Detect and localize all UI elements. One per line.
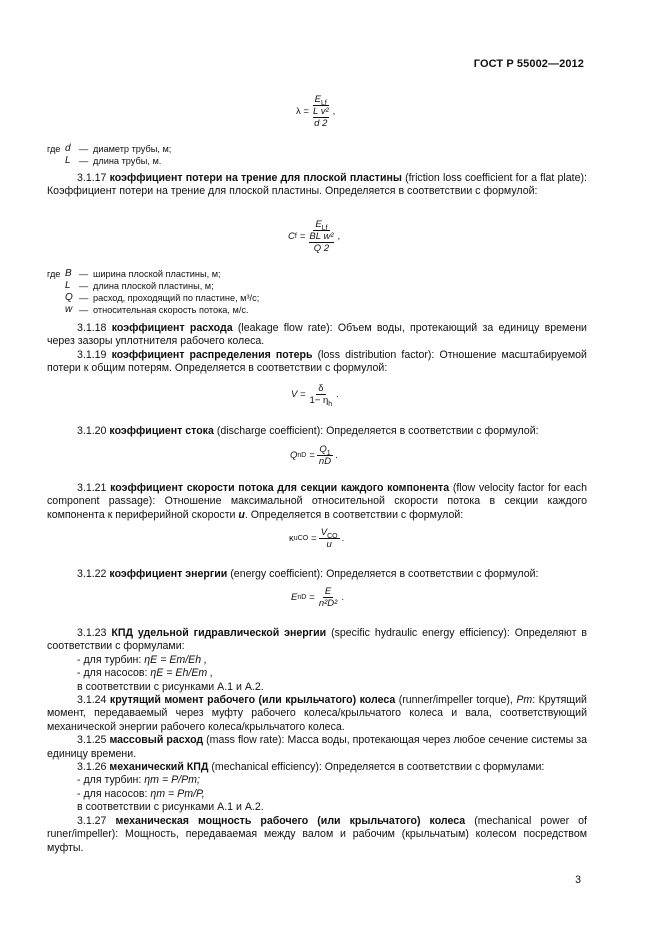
section-body: (leakage flow rate): Объем воды, протекающий за единицу времени через зазоры уплотнителя рабочего колеса. xyxy=(47,322,587,348)
fraction-numerator: E xyxy=(324,586,332,597)
formula-fraction xyxy=(311,94,331,129)
formula-v xyxy=(291,383,339,406)
denominator-bottom: Q 2 xyxy=(313,243,330,254)
legend-text: длина плоской пластины, м; xyxy=(93,281,214,291)
section-body: (flow velocity factor for each component passage): Отношение максимальной относительной скорости потока в секции каждого компонента к периферийной скорости xyxy=(47,482,587,521)
formula-lhs: λ = xyxy=(296,105,309,117)
section-3-1-23 xyxy=(47,627,587,654)
figure-reference: в соответствии с рисунками А.1 и А.2. xyxy=(77,801,264,814)
numerator-subscript: CO xyxy=(327,532,338,540)
turbine-formula: ηE = Em/Eh , xyxy=(144,653,207,666)
section-body: (discharge coefficient): Определяется в соответствии с формулой: xyxy=(216,425,539,437)
legend-dash: — xyxy=(79,156,89,166)
legend-dash: — xyxy=(79,144,89,154)
legend-row xyxy=(47,280,587,292)
section-term: коэффициент распределения потерь xyxy=(111,348,313,361)
formula-lhs: C xyxy=(288,230,295,242)
section-3-1-19 xyxy=(47,349,587,376)
section-3-1-25 xyxy=(47,734,587,761)
section-number: 3.1.25 xyxy=(77,734,107,747)
section-3-1-21 xyxy=(47,482,587,522)
numerator-symbol: Q xyxy=(319,444,327,455)
pump-formula: ηE = Eh/Em , xyxy=(150,667,214,680)
section-body: (mass flow rate): Масса воды, протекающая через любое сечение системы за единицу времени. xyxy=(47,734,587,760)
formula-tail: , xyxy=(337,230,341,242)
formula-equals: = xyxy=(309,591,315,603)
page-number: 3 xyxy=(575,874,581,886)
section-body: (energy coefficient): Определяется в соответствии с формулой: xyxy=(230,568,539,580)
pump-formula: ηm = Pm/P, xyxy=(150,787,205,800)
legend-dash: — xyxy=(79,281,89,291)
section-body-end: : Крутящий момент, передаваемый через муфту рабочего колеса/крыльчатого колеса и вала, соответствующий механической энергии рабочего колеса/крыльчатого колеса. xyxy=(47,694,587,733)
legend-text: длина трубы, м. xyxy=(93,156,162,166)
section-3-1-20 xyxy=(47,425,587,438)
fraction-numerator xyxy=(317,444,332,456)
formula-tail: , xyxy=(332,105,336,117)
section-term: крутящий момент рабочего (или крыльчатого) колеса xyxy=(109,694,396,707)
section-symbol: Pm xyxy=(516,694,533,707)
legend-symbol: B xyxy=(65,268,72,279)
formula-equals: = xyxy=(309,449,315,461)
section-3-1-17 xyxy=(47,172,587,199)
legend-row xyxy=(47,143,587,155)
section-number: 3.1.21 xyxy=(77,482,107,494)
section-number: 3.1.18 xyxy=(77,322,107,334)
formula-equals: = xyxy=(299,230,306,242)
section-body: (friction loss coefficient for a flat plate): Коэффициент потери на трение для плоской пластины. Определяется в соответствии с формулой: xyxy=(47,172,587,198)
legend-text: относительная скорость потока, м/с. xyxy=(93,305,249,315)
legend-text: расход, проходящий по пластине, м³/с; xyxy=(93,293,260,303)
section-number: 3.1.22 xyxy=(77,568,107,580)
denominator-subscript: h xyxy=(328,400,333,408)
numerator-subscript: Lf xyxy=(321,99,327,107)
formula-fraction xyxy=(307,219,335,254)
legend-plate xyxy=(47,268,587,316)
section-term: КПД удельной гидравлической энергии xyxy=(111,627,327,639)
section-term: массовый расход xyxy=(109,734,204,747)
formula-lhs: V = xyxy=(291,388,306,400)
turbine-formula: ηm = P/Pm; xyxy=(144,774,200,787)
section-number: 3.1.17 xyxy=(77,172,107,184)
section-body: (mechanical efficiency): Определяется в соответствии с формулами: xyxy=(211,761,545,774)
legend-symbol: w xyxy=(65,304,73,315)
section-3-1-26 xyxy=(47,761,587,774)
formula-lhs: Q xyxy=(290,449,298,461)
section-term: коэффициент потери на трение для плоской пластины xyxy=(109,172,402,184)
legend-row xyxy=(47,292,587,304)
numerator-subscript: 1 xyxy=(326,449,331,457)
section-3-1-18 xyxy=(47,322,587,376)
legend-text: диаметр трубы, м; xyxy=(93,144,172,154)
legend-prefix xyxy=(47,155,65,167)
turbine-efficiency-line xyxy=(47,654,587,667)
fraction-denominator xyxy=(311,106,331,129)
formula-tail: . xyxy=(336,388,339,400)
legend-pipe xyxy=(47,143,587,167)
legend-prefix: где xyxy=(47,269,61,279)
fraction-numerator xyxy=(319,527,340,539)
pump-label: - для насосов: xyxy=(77,667,148,680)
fraction-numerator xyxy=(313,94,329,106)
legend-symbol: L xyxy=(65,155,71,166)
formula-lambda xyxy=(296,94,335,129)
formula-fraction xyxy=(317,586,339,609)
formula-tail: . xyxy=(341,591,344,603)
section-term: механическая мощность рабочего (или крыльчатого) колеса xyxy=(115,814,466,827)
denominator-text: 1− η xyxy=(309,395,329,406)
formula-equals: = xyxy=(311,532,317,544)
fraction-numerator: δ xyxy=(318,383,324,394)
formula-fraction xyxy=(319,527,340,550)
legend-dash: — xyxy=(79,269,89,279)
section-body: (loss distribution factor): Отношение масштабируемой потери к общим потерям. Определяется в соответствии с формулой: xyxy=(47,348,587,375)
numerator-symbol: E xyxy=(314,94,322,105)
legend-row xyxy=(47,268,587,280)
section-symbol: u xyxy=(238,508,245,521)
section-term: коэффициент стока xyxy=(109,425,214,437)
formula-tail: . xyxy=(341,532,345,544)
legend-prefix xyxy=(47,304,65,316)
legend-symbol: Q xyxy=(65,292,73,303)
legend-text: ширина плоской пластины, м; xyxy=(93,269,221,279)
pump-mech-line xyxy=(47,788,587,801)
legend-row xyxy=(47,155,587,167)
section-term: коэффициент расхода xyxy=(111,322,233,334)
section-body: (specific hydraulic energy efficiency): Определяют в соответствии с формулами: xyxy=(47,627,587,653)
section-term: коэффициент энергии xyxy=(109,568,228,580)
fraction-numerator xyxy=(313,219,329,231)
section-text xyxy=(47,482,587,522)
legend-prefix xyxy=(47,280,65,292)
fraction-denominator: u xyxy=(326,539,332,550)
standard-header: ГОСТ Р 55002—2012 xyxy=(473,58,584,70)
section-number: 3.1.26 xyxy=(77,761,107,774)
section-number: 3.1.27 xyxy=(77,814,107,827)
formula-tail: . xyxy=(335,449,338,461)
section-3-1-27 xyxy=(47,815,587,855)
fraction-denominator xyxy=(308,395,335,406)
section-3-1-24 xyxy=(47,694,587,734)
fraction-denominator xyxy=(307,231,335,254)
section-term: коэффициент скорости потока для секции каждого компонента xyxy=(110,482,450,494)
turbine-label: - для турбин: xyxy=(77,774,142,787)
formula-lhs: κ xyxy=(289,532,294,544)
legend-symbol: d xyxy=(65,143,71,154)
legend-prefix: где xyxy=(47,144,61,154)
fraction-denominator: n²D² xyxy=(318,598,338,609)
section-text xyxy=(47,172,587,199)
section-number: 3.1.23 xyxy=(77,627,107,639)
section-number: 3.1.19 xyxy=(77,348,107,361)
formula-fraction xyxy=(308,383,335,406)
section-3-1-22 xyxy=(47,568,587,581)
fraction-denominator: nD xyxy=(318,456,332,467)
denominator-bottom: d 2 xyxy=(314,118,328,129)
section-body-end: . Определяется в соответствии с формулой: xyxy=(244,508,464,521)
section-text xyxy=(47,425,587,438)
formula-kappa: κ uCO = $\frac{V_{CO}}{u}$ . xyxy=(289,527,345,550)
section-text xyxy=(47,568,587,581)
legend-prefix xyxy=(47,292,65,304)
pump-label: - для насосов: xyxy=(77,787,148,800)
section-body: (runner/impeller torque), xyxy=(398,694,513,707)
formula-qnd: Q nD = $\frac{Q_1}{nD}$ . xyxy=(290,444,338,467)
numerator-symbol: E xyxy=(315,219,322,230)
section-term: механический КПД xyxy=(109,761,209,774)
legend-dash: — xyxy=(79,305,89,315)
legend-dash: — xyxy=(79,293,89,303)
section-number: 3.1.24 xyxy=(77,694,107,707)
sections-3-1-23-to-27 xyxy=(47,627,587,855)
section-number: 3.1.20 xyxy=(77,425,107,437)
section-text xyxy=(47,322,587,349)
figure-reference: в соответствии с рисунками А.1 и А.2. xyxy=(77,680,264,693)
formula-end: E nD = $\frac{E}{\text{n²D²}}$ . xyxy=(291,586,344,609)
legend-symbol: L xyxy=(65,280,71,291)
legend-row xyxy=(47,304,587,316)
formula-fraction xyxy=(317,444,333,467)
turbine-label: - для турбин: xyxy=(77,653,142,666)
numerator-subscript: Lf xyxy=(321,224,328,232)
section-body: (mechanical power of runer/impeller): Мощность, передаваемая между валом и рабочим (крыльчатым) колесом посредством муфты. xyxy=(47,814,587,854)
formula-lhs: E xyxy=(291,591,298,603)
numerator-symbol: V xyxy=(320,527,328,538)
pump-efficiency-line xyxy=(47,667,587,680)
turbine-mech-line xyxy=(47,774,587,787)
denominator-top: L v² xyxy=(312,106,329,117)
denominator-top: BL w² xyxy=(309,231,334,242)
formula-cf: C f = $E_{Lf}$ BL w² Q 2 , xyxy=(288,219,341,254)
